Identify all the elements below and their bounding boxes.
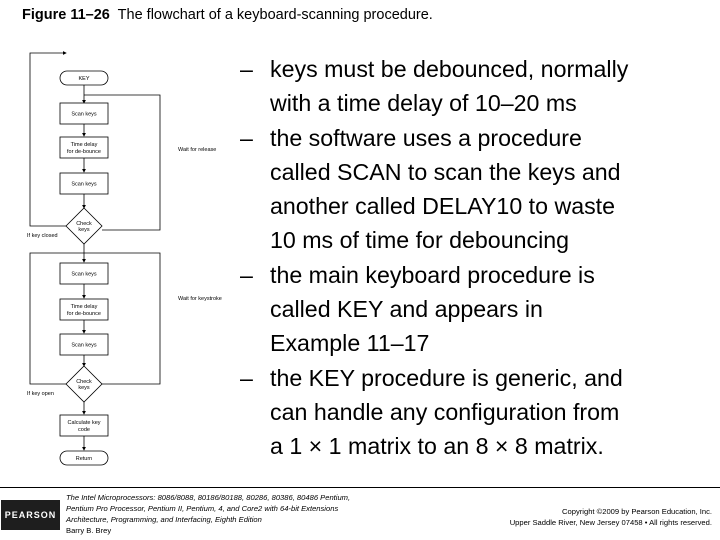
flow-calculate-line1: Calculate key [67,420,101,426]
bullet-line: called SCAN to scan the keys and [270,158,621,185]
flow-key-open-label: If key open [27,391,54,397]
footer-divider [0,487,720,488]
flow-time-delay-2-line2: for de-bounce [67,311,101,317]
bullet-line: a 1 × 1 matrix to an 8 × 8 matrix. [270,433,604,460]
bullet-item [240,121,715,258]
flow-time-delay-1-line2: for de-bounce [67,149,101,155]
footer-copyright-line: Copyright ©2009 by Pearson Education, Inc. [562,507,712,516]
bullet-line: the main keyboard procedure is [270,261,595,288]
flow-scan-keys-2-label: Scan keys [71,181,97,188]
footer-book-line: The Intel Microprocessors: 8086/8088, 80186/80188, 80286, 80386, 80486 Pentium, [66,493,351,502]
bullet-line: with a time delay of 10–20 ms [270,90,577,117]
bullet-dash: – [240,261,253,288]
flow-time-delay-2-line1: Time delay [70,304,98,310]
bullet-dash: – [240,364,253,391]
footer-author: Barry B. Brey [66,526,112,535]
figure-label: Figure 11–26 [22,7,110,23]
bullet-list [240,52,715,464]
flow-wait-release-label: Wait for release [178,147,217,153]
bullet-line: the software uses a procedure [270,124,582,151]
bullet-item [240,258,715,361]
figure-caption: The flowchart of a keyboard-scanning procedure. [117,7,433,23]
bullet-line: the KEY procedure is generic, and [270,364,623,391]
bullet-line: another called DELAY10 to waste [270,193,616,220]
footer-book-line: Architecture, Programming, and Interfacing, Eighth Edition [66,515,262,524]
bullet-dash: – [240,124,253,151]
flow-check-keys-2-line1: Check [76,379,92,385]
flow-scan-keys-4-label: Scan keys [71,342,97,349]
bullet-line: called KEY and appears in [270,296,543,323]
bullet-item [240,52,715,121]
bullet-line: keys must be debounced, normally [270,56,629,82]
flow-scan-keys-1-label: Scan keys [71,111,97,118]
footer-copyright [510,506,712,528]
flow-wait-keystroke-label: Wait for keystroke [178,296,222,302]
footer-address-line: Upper Saddle River, New Jersey 07458 • All rights reserved. [509,518,712,527]
footer-book-info [66,492,386,536]
flow-key-closed-label: If key closed [27,233,58,239]
bullet-line: Example 11–17 [270,330,430,357]
pearson-logo: PEARSON [1,500,60,530]
flow-check-keys-1-line1: Check [76,221,92,227]
flow-check-keys-2-line2: keys [78,385,90,391]
flow-start-label: KEY [78,76,90,82]
flow-check-keys-1-line2: keys [78,227,90,233]
flow-end-label: Return [75,456,93,462]
flowchart [0,0,240,480]
footer-book-line: Pentium Pro Processor, Pentium II, Pentium, 4, and Core2 with 64-bit Extensions [66,504,339,513]
bullet-line: can handle any configuration from [270,398,620,425]
flow-calculate-line2: code [78,427,90,433]
flow-time-delay-1-line1: Time delay [70,142,98,148]
flow-scan-keys-3-label: Scan keys [71,271,97,278]
bullet-item [240,361,715,464]
bullet-line: 10 ms of time for debouncing [270,227,570,254]
bullet-dash: – [240,56,253,82]
